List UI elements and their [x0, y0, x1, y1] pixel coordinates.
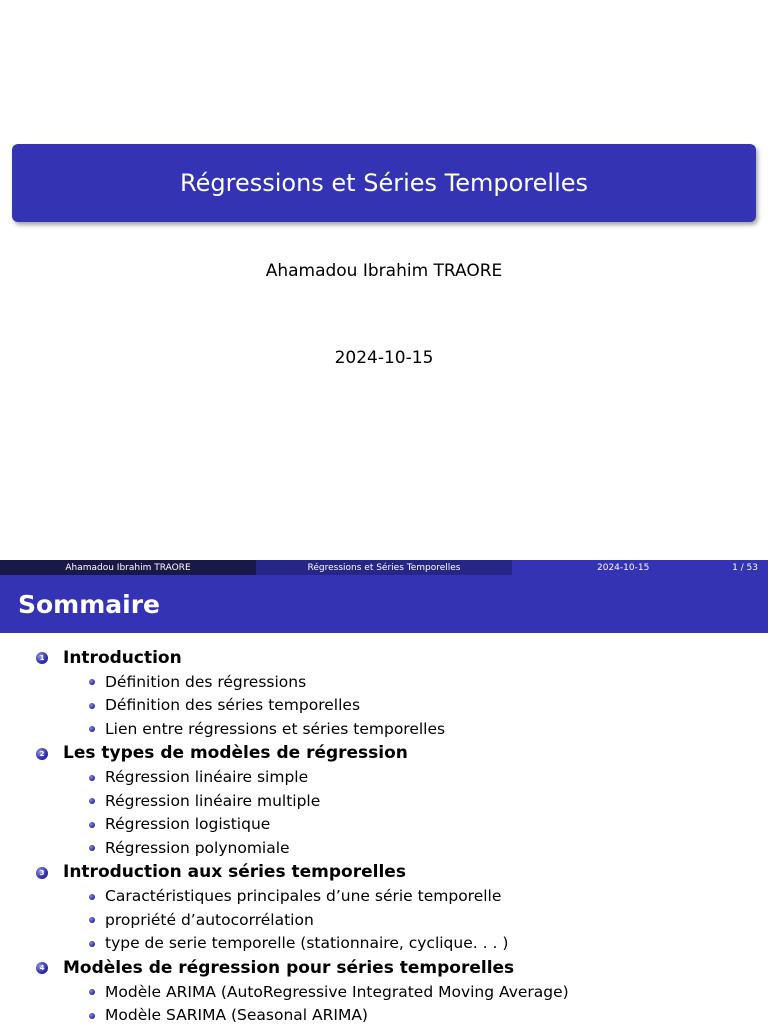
toc-subsection-label: Lien entre régressions et séries temporelles [105, 719, 446, 738]
toc-subsection [0, 717, 768, 741]
bullet-icon [89, 775, 95, 781]
bullet-icon [89, 845, 95, 851]
toc-subsection-label: Modèle SARIMA (Seasonal ARIMA) [105, 1006, 368, 1024]
toc-subsection [0, 1004, 768, 1024]
bullet-icon [89, 822, 95, 828]
toc-subsection [0, 932, 768, 956]
bullet-icon [89, 703, 95, 709]
footer-title-cell [256, 560, 512, 575]
bullet-icon [89, 894, 95, 900]
footer-date: 2024-10-15 [597, 562, 650, 573]
toc-subsection [0, 766, 768, 790]
toc-section [0, 741, 768, 766]
toc-subsection [0, 980, 768, 1004]
bullet-icon [89, 941, 95, 947]
toc-section [0, 645, 768, 670]
footer-page-number: 1 / 53 [732, 562, 758, 573]
bullet-icon [89, 917, 95, 923]
toc-subsection-label: propriété d’autocorrélation [105, 910, 314, 929]
toc-subsection [0, 694, 768, 718]
toc-subsection [0, 670, 768, 694]
bullet-icon [89, 798, 95, 804]
toc-section-title: Les types de modèles de régression [63, 743, 408, 763]
frame-title-bar [0, 575, 768, 633]
author-name: Ahamadou Ibrahim TRAORE [265, 261, 503, 281]
toc-section-title: Modèles de régression pour séries temporelles [63, 957, 515, 978]
section-number-ball-icon: 2 [36, 748, 48, 760]
toc-subsection-label: Régression linéaire multiple [105, 791, 321, 810]
bullet-icon [89, 1013, 95, 1019]
slide-footer [0, 560, 768, 575]
toc-subsection [0, 885, 768, 909]
toc-subsection-label: type de serie temporelle (stationnaire, cyclique. . . ) [105, 934, 509, 953]
toc-section-title: Introduction [63, 647, 182, 668]
toc-subsection-label: Régression polynomiale [105, 838, 290, 857]
toc-subsection-label: Définition des séries temporelles [105, 696, 361, 715]
toc-subsection [0, 789, 768, 813]
frame-title: Sommaire [18, 589, 161, 619]
presentation-date: 2024-10-15 [334, 348, 434, 368]
toc-subsection [0, 908, 768, 932]
section-number-ball-icon: 4 [36, 962, 48, 974]
toc-subsection-label: Définition des régressions [105, 672, 307, 691]
footer-author-cell [0, 560, 256, 575]
bullet-icon [89, 989, 95, 995]
bullet-icon [89, 679, 95, 685]
toc-subsection-label: Caractéristiques principales d’une série temporelle [105, 887, 502, 906]
footer-author: Ahamadou Ibrahim TRAORE [65, 562, 191, 573]
toc-subsection-label: Régression logistique [105, 815, 271, 834]
table-of-contents [0, 645, 768, 1024]
toc-section [0, 860, 768, 885]
footer-date-cell [512, 560, 768, 575]
section-number-ball-icon: 3 [36, 867, 48, 879]
toc-section [0, 955, 768, 980]
section-number-ball-icon: 1 [36, 652, 48, 664]
toc-subsection-label: Régression linéaire simple [105, 768, 309, 787]
toc-subsection [0, 813, 768, 837]
footer-title: Régressions et Séries Temporelles [307, 562, 461, 573]
bullet-icon [89, 726, 95, 732]
toc-subsection-label: Modèle ARIMA (AutoRegressive Integrated Moving Average) [105, 982, 569, 1001]
title-box [12, 144, 756, 222]
toc-subsection [0, 836, 768, 860]
presentation-title: Régressions et Séries Temporelles [180, 169, 588, 197]
toc-section-title: Introduction aux séries temporelles [63, 862, 406, 882]
